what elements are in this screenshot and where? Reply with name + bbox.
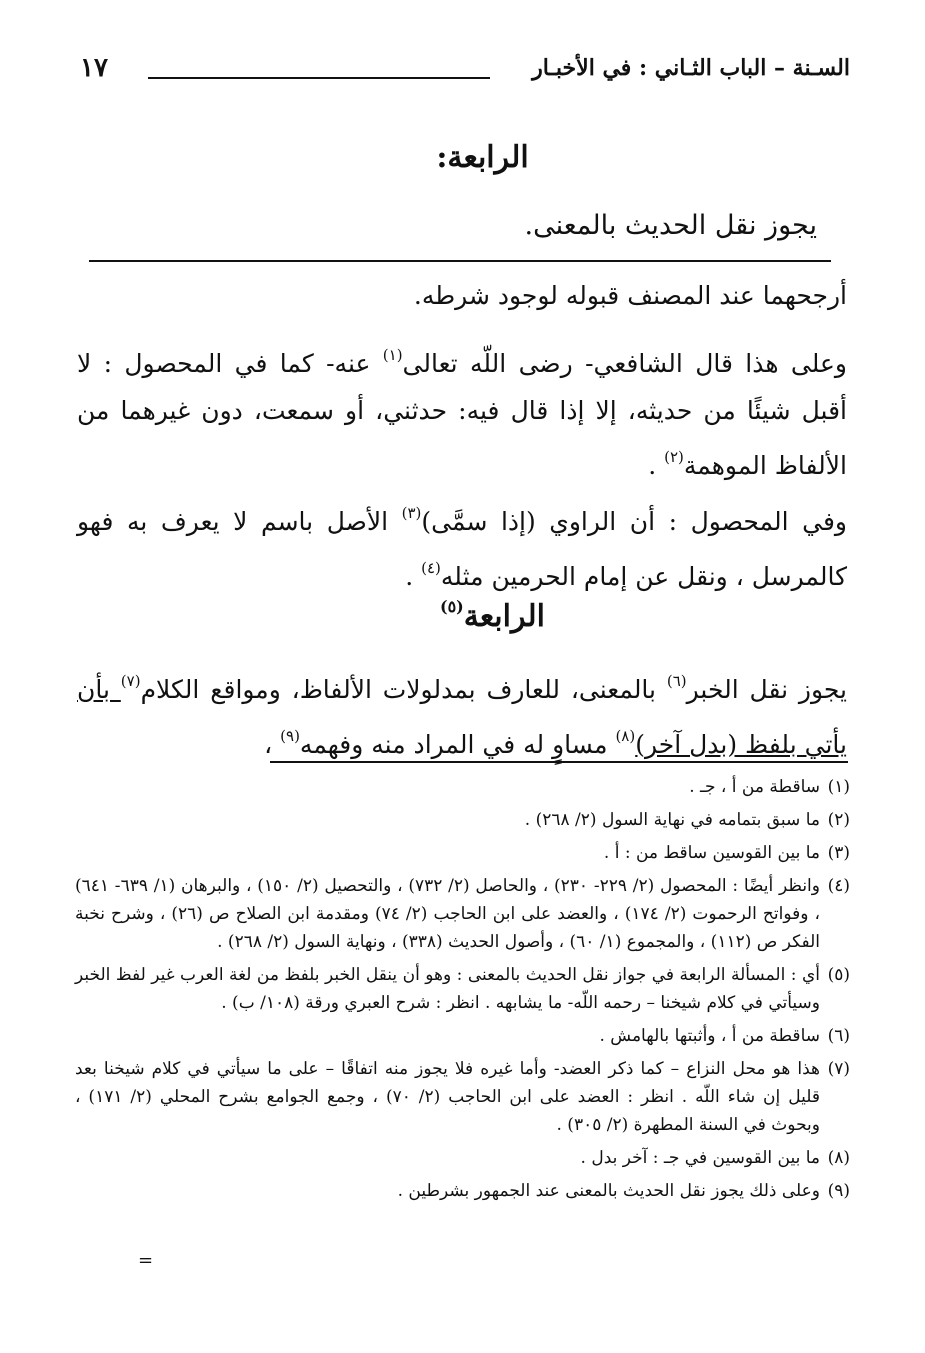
running-title: السـنة – الباب الثـاني : في الأخبـار — [532, 55, 850, 81]
paragraph-4-text-a: يجوز نقل الخبر — [686, 675, 847, 704]
quote-text: يجوز نقل الحديث بالمعنى. — [524, 210, 817, 241]
footnote-number: (٥) — [827, 965, 850, 985]
footnote-9 — [75, 1177, 850, 1205]
paragraph-4-text-c: بأن يأتي بلفظ (بدل آخر) — [77, 675, 847, 759]
footnote-ref-8[interactable]: (٨) — [615, 727, 636, 745]
footnote-number: (٣) — [827, 843, 850, 863]
footnote-number: (٢) — [827, 810, 850, 830]
page-number: ١٧ — [80, 53, 108, 83]
footnote-ref-9[interactable]: (٩) — [280, 727, 300, 745]
footnote-number: (٤) — [827, 876, 850, 896]
footnote-number: (٩) — [827, 1181, 850, 1201]
footnote-separator — [270, 761, 848, 763]
footnote-3 — [75, 839, 850, 867]
footnote-6 — [75, 1022, 850, 1050]
footnote-8 — [75, 1144, 850, 1172]
footnotes — [75, 773, 850, 1210]
footnote-ref-5[interactable]: (٥) — [439, 597, 464, 616]
paragraph-3-text-a: وفي المحصول : أن الراوي (إذا سمَّى) — [421, 507, 847, 536]
footnote-ref-3[interactable]: (٣) — [401, 504, 422, 522]
footnote-5 — [75, 961, 850, 1017]
footnote-text: ما بين القوسين ساقط من : أ . — [603, 843, 820, 863]
paragraph-2-text-b: عنه- كما في المحصول : لا أقبل شيئًا من حديثه، إلا إذا قال فيه: حدثني، أو سمعت، دون غيرهما من الألفاظ الموهمة — [77, 349, 847, 480]
footnote-text: وانظر أيضًا : المحصول (٢/ ٢٢٩- ٢٣٠) ، والحاصل (٢/ ٧٣٢) ، والتحصيل (٢/ ١٥٠) ، والبرهان (١/ ٦٣٩- ٦٤١) ، وفواتح الرحموت (٢/ ١٧٤) ، والعضد على ابن الحاجب (٢/ ٧٤) ومقدمة ابن الصلاح ص (٢٦) ، وشرح نخبة الفكر ص (١١٢) ، والمجموع (١/ ٦٠) ، وأصول الحديث (٣٣٨) ، ونهاية السول (٢/ ٢٦٨) . — [75, 876, 820, 952]
paragraph-4-text-d: مساوٍ له في المراد منه وفهمه — [299, 730, 616, 759]
continuation-mark: = — [138, 1250, 154, 1271]
footnote-number: (٧) — [827, 1059, 850, 1079]
section-heading-rabia-2 — [0, 597, 925, 634]
footnote-number: (٦) — [827, 1026, 850, 1046]
footnote-text: ما بين القوسين في جـ : آخر بدل . — [580, 1148, 820, 1168]
heading-2-text: الرابعة — [463, 599, 546, 634]
paragraph-4-text-b: بالمعنى، للعارف بمدلولات الألفاظ، ومواقع الكلام — [140, 675, 667, 704]
footnote-text: أي : المسألة الرابعة في جواز نقل الحديث بالمعنى : وهو أن ينقل الخبر بلفظ من لغة العرب غير لفظ الخبر وسيأتي في كلام شيخنا – رحمه اللّه- ما يشابهه . انظر : شرح العبري ورقة (١٠٨/ ب) . — [75, 965, 820, 1013]
paragraph-2 — [77, 332, 847, 489]
footnote-2 — [75, 806, 850, 834]
footnote-text: ساقطة من أ ، جـ . — [689, 777, 820, 797]
footnote-ref-7[interactable]: (٧) — [120, 672, 141, 690]
paragraph-2-text-a: وعلى هذا قال الشافعي- رضى اللّه تعالى — [402, 349, 847, 378]
paragraph-2-text-c: . — [648, 451, 665, 480]
footnote-4 — [75, 872, 850, 956]
paragraph-4-text-e: ، — [264, 730, 281, 759]
footnote-number: (١) — [827, 777, 850, 797]
footnote-ref-4[interactable]: (٤) — [421, 559, 441, 577]
footnote-text: ساقطة من أ ، وأثبتها بالهامش . — [599, 1026, 820, 1046]
footnote-ref-2[interactable]: (٢) — [664, 448, 684, 466]
matn-quote — [89, 210, 831, 262]
paragraph-1-text: أرجحهما عند المصنف قبوله لوجود شرطه. — [413, 281, 847, 310]
header-rule — [148, 77, 490, 79]
footnote-number: (٨) — [827, 1148, 850, 1168]
footnote-text: وعلى ذلك يجوز نقل الحديث بالمعنى عند الجمهور بشرطين . — [397, 1181, 820, 1201]
footnote-text: هذا هو محل النزاع – كما ذكر العضد- وأما غيره فلا يجوز منه اتفاقًا – على ما سيأتي في كلام شيخنا بعد قليل إن شاء اللّه . انظر : العضد على ابن الحاجب (٢/ ٧٠) ، وجمع الجوامع بشرح المحلي (٢/ ١٧١) ، وبحوث في السنة المطهرة (٢/ ٣٠٥) . — [75, 1059, 820, 1135]
footnote-text: ما سبق بتمامه في نهاية السول (٢/ ٢٦٨) . — [524, 810, 820, 830]
running-header — [80, 55, 850, 95]
paragraph-3-text-c: . — [405, 562, 422, 591]
section-heading-rabia: الرابعة: — [436, 140, 529, 175]
paragraph-4 — [77, 658, 847, 768]
paragraph-3 — [77, 490, 847, 600]
paragraph-3-text-b: الأصل باسم لا يعرف به فهو كالمرسل ، ونقل عن إمام الحرمين مثله — [77, 507, 847, 591]
footnote-7 — [75, 1055, 850, 1139]
paragraph-1 — [77, 272, 847, 319]
footnote-1 — [75, 773, 850, 801]
footnote-ref-1[interactable]: (١) — [382, 346, 403, 364]
footnote-ref-6[interactable]: (٦) — [666, 672, 687, 690]
